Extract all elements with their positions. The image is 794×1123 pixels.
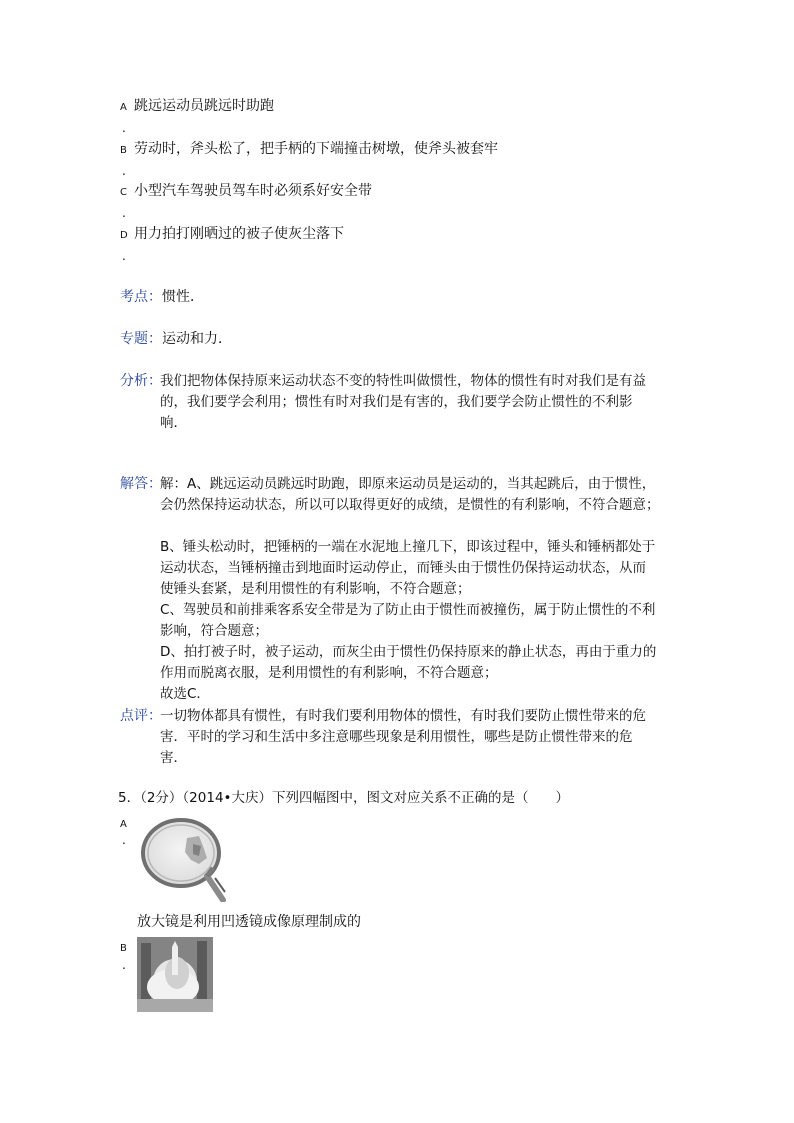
option-letter: C: [120, 187, 127, 198]
jieda-line: 作用而脱离衣服，是利用惯性的有利影响，不符合题意；: [160, 665, 498, 681]
option-dot: .: [122, 833, 126, 847]
fenxi-label: 分析：: [120, 373, 162, 389]
kaodian-text: 惯性．: [162, 289, 204, 305]
jieda-line: D、拍打被子时，被子运动，而灰尘由于惯性仍保持原来的静止状态，再由于重力的: [160, 644, 657, 660]
option-dot: .: [122, 121, 126, 135]
option-text: 小型汽车驾驶员驾车时必须系好安全带: [134, 183, 372, 199]
q5-option-b-letter: [120, 938, 134, 958]
jieda-line: 使锤头套紧，是利用惯性的有利影响，不符合题意；: [160, 581, 471, 597]
zhuanti-row: [120, 329, 232, 350]
option-dot: .: [122, 958, 126, 972]
option-text: 跳远运动员跳远时助跑: [134, 98, 274, 114]
magnifier-icon: [137, 816, 229, 902]
option-a: [120, 97, 274, 117]
fenxi-line: 我们把物体保持原来运动状态不变的特性叫做惯性，物体的惯性有时对我们是有益: [160, 373, 646, 389]
dianping-line: 一切物体都具有惯性，有时我们要利用物体的惯性，有时我们要防止惯性带来的危: [160, 708, 646, 724]
option-letter: B: [120, 145, 127, 156]
question-5-stem: 5．（2分）（2014•大庆）下列四幅图中，图文对应关系不正确的是（ ）: [118, 790, 569, 806]
dianping-line: 害．: [160, 750, 187, 766]
jieda-line: 解：A、跳远运动员跳远时助跑，即原来运动员是运动的，当其起跳后，由于惯性，: [160, 476, 656, 492]
option-text: 用力拍打刚晒过的被子使灰尘落下: [134, 226, 344, 242]
option-b: [120, 140, 498, 160]
jieda-line: 故选C．: [160, 686, 210, 702]
option-letter: B: [120, 943, 127, 954]
jieda-line: 会仍然保持运动状态，所以可以取得更好的成绩，是惯性的有利影响，不符合题意；: [160, 497, 660, 513]
option-letter: A: [120, 819, 127, 830]
zhuanti-text: 运动和力．: [162, 331, 232, 347]
fenxi-line: 的，我们要学会利用；惯性有时对我们是有害的，我们要学会防止惯性的不利影: [160, 394, 633, 410]
option-dot: .: [122, 249, 126, 263]
option-letter: D: [120, 230, 128, 241]
option-letter: A: [120, 102, 127, 113]
jieda-label: 解答：: [120, 476, 162, 492]
shuttle-launch-icon: [137, 937, 213, 1012]
jieda-line: B、锤头松动时，把锤柄的一端在水泥地上撞几下，即该过程中，锤头和锤柄都处于: [160, 539, 656, 555]
kaodian-row: [120, 287, 204, 308]
fenxi-line: 响．: [160, 415, 187, 431]
option-text: 劳动时，斧头松了，把手柄的下端撞击树墩，使斧头被套牢: [134, 141, 498, 157]
option-c: [120, 182, 372, 202]
zhuanti-label: 专题：: [120, 331, 162, 347]
kaodian-label: 考点：: [120, 289, 162, 305]
magnifier-image: [137, 816, 229, 902]
shuttle-launch-image: [137, 937, 213, 1012]
jieda-line: C、驾驶员和前排乘客系安全带是为了防止由于惯性而被撞伤，属于防止惯性的不利: [160, 602, 656, 618]
q5-option-a-letter: [120, 814, 134, 834]
option-dot: .: [122, 164, 126, 178]
option-d: [120, 225, 344, 245]
option-dot: .: [122, 206, 126, 220]
dianping-line: 害．平时的学习和生活中多注意哪些现象是利用惯性，哪些是防止惯性带来的危: [160, 729, 633, 745]
jieda-line: 运动状态，当锤柄撞击到地面时运动停止，而锤头由于惯性仍保持运动状态，从而: [160, 560, 646, 576]
jieda-line: 影响，符合题意；: [160, 623, 268, 639]
dianping-label: 点评：: [120, 708, 162, 724]
q5-option-a-caption: 放大镜是利用凹透镜成像原理制成的: [137, 914, 361, 930]
